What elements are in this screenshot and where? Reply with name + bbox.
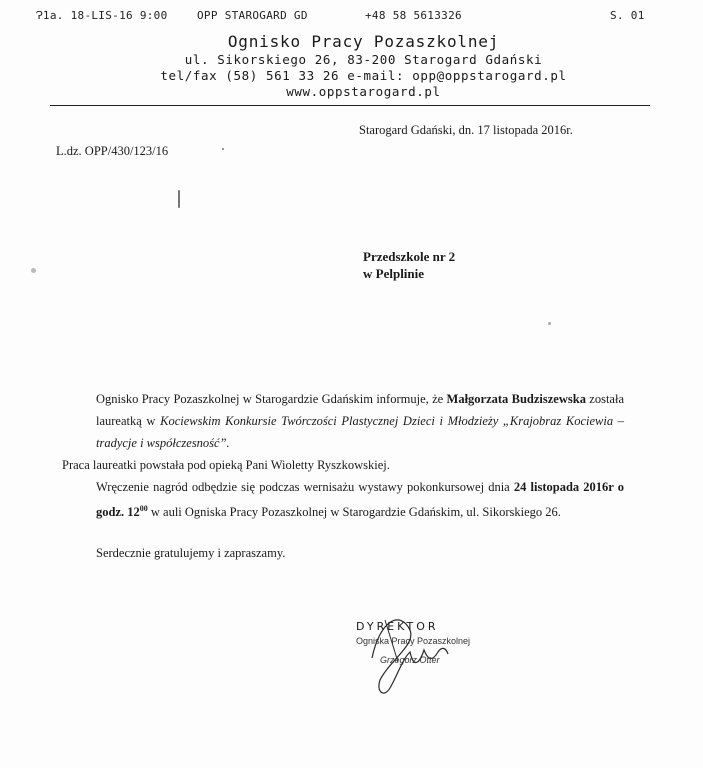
scan-mark	[178, 190, 180, 208]
p3-intro: Wręczenie nagród odbędzie się podczas wernisażu wystawy pokonkursowej dnia	[96, 480, 514, 494]
body-paragraph-4	[62, 542, 624, 564]
p4-text: Serdecznie gratulujemy i zapraszamy.	[96, 546, 286, 560]
p3-location: w auli Ogniska Pracy Pozaszkolnej w Starogardzie Gdańskim, ul. Sikorskiego 26.	[147, 505, 561, 520]
recipient-line-2: w Pelplinie	[363, 266, 425, 281]
p2-text: Praca laureatki powstała pod opieką Pani Wioletty Ryszkowskiej.	[62, 458, 390, 472]
body-paragraph-1	[62, 388, 624, 454]
scan-speck	[222, 148, 224, 150]
event-date-text: 24 listopada 2016r o godz. 12	[96, 480, 624, 520]
recipient-line-1: Przedszkole nr 2	[363, 249, 456, 264]
body-paragraph-3	[62, 476, 624, 523]
letterhead-address: ul. Sikorskiego 26, 83-200 Starogard Gdański	[184, 52, 543, 67]
event-time-minutes: 00	[139, 504, 148, 513]
signatory-name: Grzegorz Otter	[380, 655, 440, 665]
date-line: Starogard Gdański, dn. 17 listopada 2016r.	[359, 123, 573, 137]
fax-datetime: Ɂ1a. 18-LIS-16 9:00	[36, 9, 168, 22]
letterhead-name: Ognisko Pracy Pozaszkolnej	[227, 32, 500, 51]
signature-title: DYREKTOR	[356, 620, 439, 633]
scan-speck	[31, 268, 36, 273]
letterhead-divider	[50, 105, 650, 106]
laureate-name: Małgorzata Budziszewska	[446, 392, 586, 406]
scan-speck	[548, 322, 551, 325]
handwritten-signature	[350, 600, 460, 700]
p1-intro: Ognisko Pracy Pozaszkolnej w Starogardzie Gdańskim informuje, że	[96, 392, 447, 406]
fax-page-number: S. 01	[610, 9, 645, 22]
fax-phone-number: +48 58 5613326	[365, 9, 462, 22]
contest-name: Kociewskim Konkursie Twórczości Plastycznej Dzieci i Młodzieży „Krajobraz Kociewia – tradycje i współczesność”.	[96, 414, 625, 450]
fax-sender-id: OPP STAROGARD GD	[197, 9, 308, 22]
body-paragraph-2	[62, 454, 590, 476]
reference-number: L.dz. OPP/430/123/16	[56, 144, 169, 158]
letterhead-website: www.oppstarogard.pl	[286, 84, 441, 99]
signature-organization: Ogniska Pracy Pozaszkolnej	[356, 636, 471, 646]
letterhead-contact: tel/fax (58) 561 33 26 e-mail: opp@oppstarogard.pl	[160, 68, 567, 83]
p1-middle: została laureatką w	[96, 392, 624, 428]
